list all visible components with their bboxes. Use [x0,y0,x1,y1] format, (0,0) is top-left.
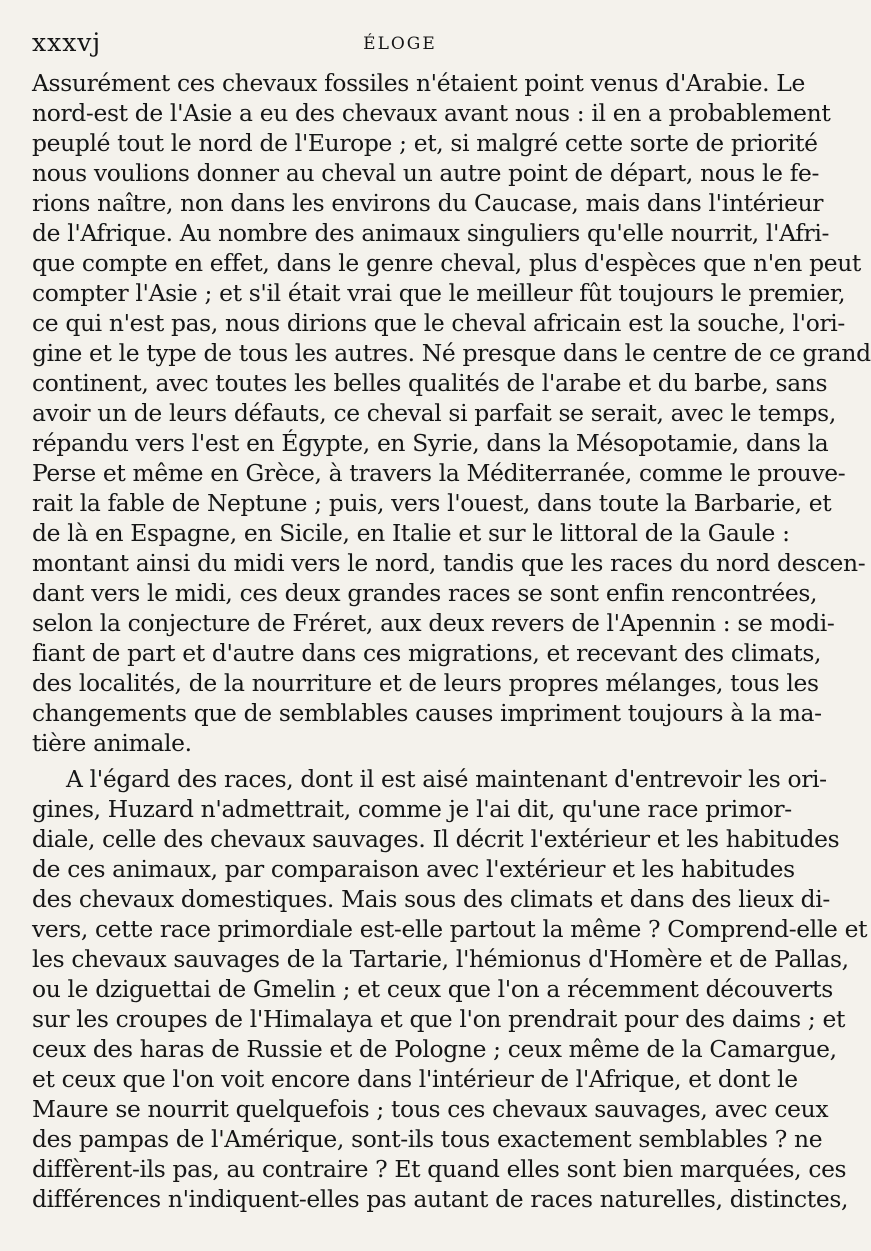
text-line: vers, cette race primordiale est-elle partout la même ? Comprend-elle et [32,915,868,943]
text-line: nord-est de l'Asie a eu des chevaux avant nous : il en a probablement [32,99,831,127]
text-line: fiant de part et d'autre dans ces migrations, et recevant des climats, [32,639,822,667]
text-line: tière animale. [32,729,192,757]
paragraph [32,764,868,1214]
text-line: de ces animaux, par comparaison avec l'extérieur et les habitudes [32,855,795,883]
text-line: gines, Huzard n'admettrait, comme je l'ai dit, qu'une race primor- [32,795,792,823]
text-line: que compte en effet, dans le genre cheval, plus d'espèces que n'en peut [32,249,861,277]
text-line: Assurément ces chevaux fossiles n'étaient point venus d'Arabie. Le [32,69,805,97]
text-line: Perse et même en Grèce, à travers la Méditerranée, comme le prouve- [32,459,846,487]
text-line: des localités, de la nourriture et de leurs propres mélanges, tous les [32,669,819,697]
text-line: avoir un de leurs défauts, ce cheval si parfait se serait, avec le temps, [32,399,836,427]
text-line: les chevaux sauvages de la Tartarie, l'hémionus d'Homère et de Pallas, [32,945,849,973]
paragraph [32,68,871,758]
page-header [32,28,768,64]
text-line: diffèrent-ils pas, au contraire ? Et quand elles sont bien marquées, ces [32,1155,847,1183]
text-line: continent, avec toutes les belles qualités de l'arabe et du barbe, sans [32,369,828,397]
text-line: compter l'Asie ; et s'il était vrai que le meilleur fût toujours le premier, [32,279,846,307]
text-line: de l'Afrique. Au nombre des animaux singuliers qu'elle nourrit, l'Afri- [32,219,830,247]
text-line: dant vers le midi, ces deux grandes races se sont enfin rencontrées, [32,579,818,607]
text-line: rait la fable de Neptune ; puis, vers l'ouest, dans toute la Barbarie, et [32,489,832,517]
text-line: diale, celle des chevaux sauvages. Il décrit l'extérieur et les habitudes [32,825,840,853]
text-line: des chevaux domestiques. Mais sous des climats et dans des lieux di- [32,885,830,913]
text-line: des pampas de l'Amérique, sont-ils tous exactement semblables ? ne [32,1125,823,1153]
text-line: nous voulions donner au cheval un autre point de départ, nous le fe- [32,159,820,187]
running-title: ÉLOGE [363,34,437,54]
text-line: selon la conjecture de Fréret, aux deux revers de l'Apennin : se modi- [32,609,835,637]
text-line: A l'égard des races, dont il est aisé maintenant d'entrevoir les ori- [66,765,827,793]
text-line: ou le dziguettai de Gmelin ; et ceux que l'on a récemment découverts [32,975,833,1003]
text-line: répandu vers l'est en Égypte, en Syrie, dans la Mésopotamie, dans la [32,429,829,457]
text-line: rions naître, non dans les environs du Caucase, mais dans l'intérieur [32,189,824,217]
text-line: sur les croupes de l'Himalaya et que l'on prendrait pour des daims ; et [32,1005,845,1033]
text-line: montant ainsi du midi vers le nord, tandis que les races du nord descen- [32,549,866,577]
text-line: gine et le type de tous les autres. Né presque dans le centre de ce grand [32,339,871,367]
text-line: ceux des haras de Russie et de Pologne ; ceux même de la Camargue, [32,1035,837,1063]
text-line: peuplé tout le nord de l'Europe ; et, si malgré cette sorte de priorité [32,129,818,157]
text-line: de là en Espagne, en Sicile, en Italie et sur le littoral de la Gaule : [32,519,790,547]
text-line: Maure se nourrit quelquefois ; tous ces chevaux sauvages, avec ceux [32,1095,829,1123]
text-line: différences n'indiquent-elles pas autant de races naturelles, distinctes, [32,1185,849,1213]
text-line: et ceux que l'on voit encore dans l'intérieur de l'Afrique, et dont le [32,1065,798,1093]
text-line: ce qui n'est pas, nous dirions que le cheval africain est la souche, l'ori- [32,309,845,337]
page-number: xxxvj [32,28,102,57]
body-text [32,68,871,1214]
text-line: changements que de semblables causes impriment toujours à la ma- [32,699,822,727]
